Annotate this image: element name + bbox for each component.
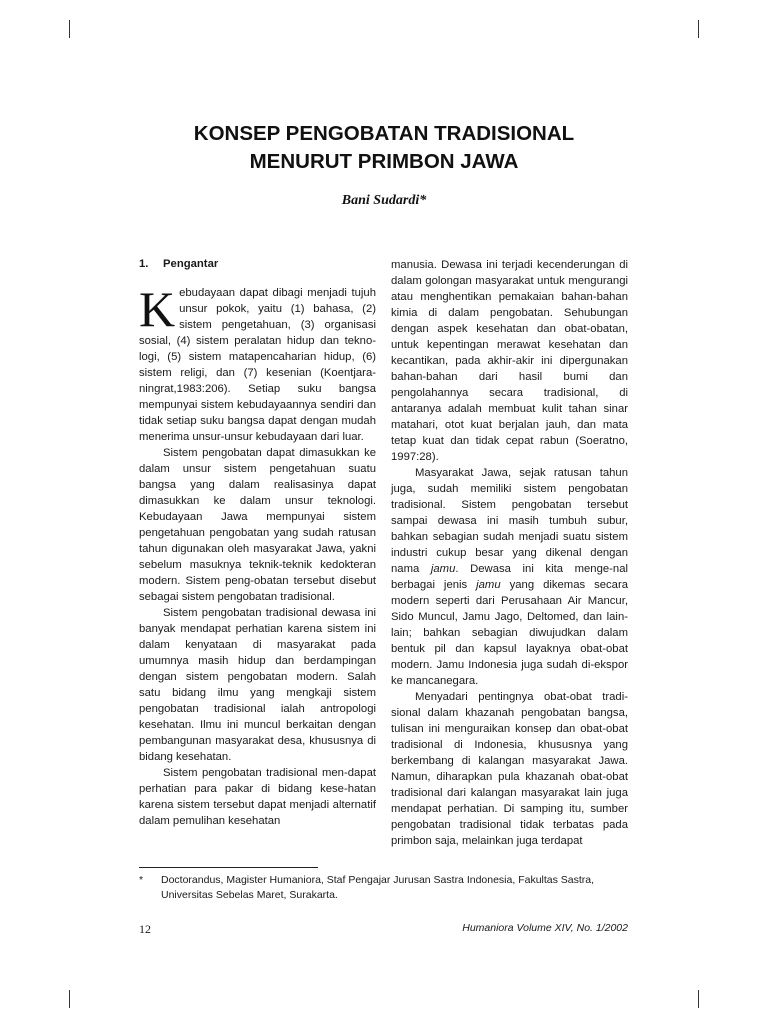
crop-mark-bottom-right xyxy=(698,990,699,1008)
journal-citation: Humaniora Volume XIV, No. 1/2002 xyxy=(462,922,628,934)
footnote-mark: * xyxy=(139,874,144,886)
page-number: 12 xyxy=(139,922,151,936)
article-title xyxy=(0,120,768,176)
paragraph: Menyadari pentingnya obat-obat tradi-sional dalam khazanah pengobatan bangsa, tulisan ini menguraikan konsep dan obat-obat tradisional di Indonesia, khususnya yang berkembang di kalangan masyarakat Jawa. Namun, diharapkan pula khazanah obat-obat tradisional dari kalangan masyarakat lain juga mendapat perhatian. Di samping itu, sumber pengobatan tradisional tidak terbatas pada primbon saja, melainkan juga terdapat xyxy=(391,691,628,847)
author-name: Bani Sudardi* xyxy=(341,193,427,208)
section-number: 1. xyxy=(139,258,149,270)
paragraph xyxy=(391,465,628,689)
paragraph-text: ebudayaan dapat dibagi menjadi tujuh unsur pokok, yaitu (1) bahasa, (2) sistem pengetahuan, (3) organisasi sosial, (4) sistem peralatan hidup dan tekno-logi, (5) sistem matapencaharian hidup, (6) sistem religi, dan (7) kesenian (Koentjara-ningrat,1983:206). Setiap suku bangsa mempunyai sistem kebudayaannya sendiri dan tidak setiap suku bangsa dapat dengan mudah menerima unsur-unsur kebudayaan dari luar. xyxy=(139,287,376,443)
paragraph: manusia. Dewasa ini terjadi kecenderungan di dalam golongan masyarakat untuk mengurangi atau menghentikan pemakaian bahan-bahan kimia di dalam pengobatan. Sehubungan dengan aspek kesehatan dan obat-obatan, untuk kepentingan merawat kesehatan dan kecantikan, pada akhir-akir ini dipergunakan bahan-bahan dari hasil bumi dan pengolahannya secara tradisional, di antaranya adalah membuat kulit tahan sinar matahari, otot kuat berjalan jauh, dan mata tetap kuat dan tidak cepat rabun (Soeratno, 1997:28). xyxy=(391,259,628,463)
footnote xyxy=(139,873,629,903)
italic-term: jamu xyxy=(430,563,456,575)
drop-cap: K xyxy=(139,281,176,337)
paragraph: Sistem pengobatan tradisional men-dapat perhatian para pakar di bidang kese-hatan karena sistem tersebut dapat menjadi alternatif dalam pemulihan kesehatan xyxy=(139,767,376,827)
section-heading xyxy=(139,256,376,272)
footnote-text: Doctorandus, Magister Humaniora, Staf Pengajar Jurusan Sastra Indonesia, Fakultas Sastra, Universitas Sebelas Maret, Surakarta. xyxy=(161,874,595,901)
crop-mark-top-right xyxy=(698,20,699,38)
section-title: Pengantar xyxy=(163,258,219,270)
right-column xyxy=(391,257,628,849)
paragraph-text: Masyarakat Jawa, sejak ratusan tahun juga, sudah memiliki sistem pengobatan tradisional. Sistem pengobatan tersebut sampai dewasa ini masih tumbuh subur, bahkan sebagian sudah menjadi suatu sistem industri cukup besar yang dikenal dengan nama xyxy=(391,467,628,575)
paragraph: Sistem pengobatan tradisional dewasa ini banyak mendapat perhatian karena sistem ini dalam kenyataan di masyarakat pada umumnya masih hidup dan berdampingan dengan sistem pengobatan modern. Salah satu bidang ilmu yang mengkaji sistem pengobatan tradisional ialah antropologi kesehatan. Ilmu ini muncul berkaitan dengan pembangunan masyarakat desa, khususnya di bidang kesehatan. xyxy=(139,607,376,763)
paragraph: Sistem pengobatan dapat dimasukkan ke dalam unsur sistem pengetahuan suatu bangsa yang dalam realisasinya dapat dimasukkan ke dalam unsur teknologi. Kebudayaan Jawa mempunyai sistem pengetahuan pengobatan yang sudah ratusan tahun digunakan oleh masyarakat Jawa, yakni sebelum masuknya teknik-teknik kedokteran modern. Sistem peng-obatan tersebut disebut sebagai sistem pengobatan tradisional. xyxy=(139,447,376,603)
footnote-rule xyxy=(139,867,318,868)
left-column xyxy=(139,256,376,829)
paragraph-text: yang dikemas secara modern seperti dari Perusahaan Air Mancur, Sido Muncul, Jamu Jago, Deltomed, dan lain-lain; bahkan sebagian diwujudkan dalam bentuk pil dan kapsul layaknya obat-obat modern. Jamu Indonesia juga sudah di-ekspor ke mancanegara. xyxy=(391,579,629,687)
title-line-2: MENURUT PRIMBON JAWA xyxy=(249,150,519,173)
paragraph xyxy=(139,281,376,445)
crop-mark-top-left xyxy=(69,20,70,38)
crop-mark-bottom-left xyxy=(69,990,70,1008)
title-line-1: KONSEP PENGOBATAN TRADISIONAL xyxy=(193,122,575,145)
italic-term: jamu xyxy=(476,579,501,591)
paragraph-text: . Dewasa ini kita menge-nal berbagai jenis xyxy=(391,563,628,591)
